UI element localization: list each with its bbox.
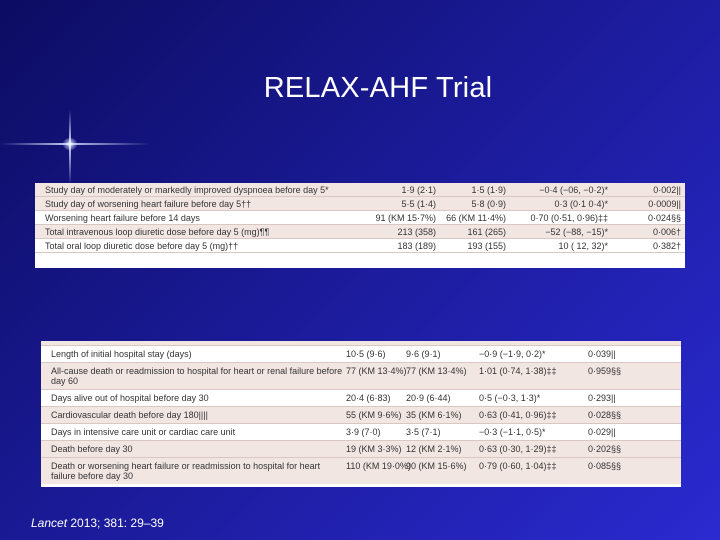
- table-row: [35, 197, 685, 211]
- table-row: [35, 225, 685, 239]
- cell-value: 35 (KM 6·1%): [406, 410, 462, 420]
- cell-value: 0·0009||: [648, 199, 681, 209]
- cell-value: 55 (KM 9·6%): [346, 410, 402, 420]
- cell-value: 1·5 (1·9): [471, 185, 506, 195]
- table-row: [41, 424, 681, 441]
- row-label: Study day of moderately or markedly improved dyspnoea before day 5*: [45, 185, 329, 195]
- cell-value: 0·959§§: [588, 366, 622, 376]
- row-label: Days alive out of hospital before day 30: [51, 393, 209, 403]
- cell-value: 0·70 (0·51, 0·96)‡‡: [530, 213, 608, 223]
- table-row: [35, 183, 685, 197]
- cell-value: 0·006†: [652, 227, 681, 237]
- table-row: [41, 390, 681, 407]
- cell-value: 10·5 (9·6): [346, 349, 386, 359]
- cell-value: 3·5 (7·1): [406, 427, 441, 437]
- citation-reference: 2013; 381: 29–39: [67, 516, 164, 530]
- cell-value: 0·028§§: [588, 410, 622, 420]
- cell-value: 5·8 (0·9): [471, 199, 506, 209]
- cell-value: 12 (KM 2·1%): [406, 444, 462, 454]
- cell-value: 0·029||: [588, 427, 616, 437]
- cell-value: 0·024§§: [647, 213, 681, 223]
- row-label: Cardiovascular death before day 180||||: [51, 410, 208, 420]
- cell-value: 3·9 (7·0): [346, 427, 381, 437]
- row-label: Days in intensive care unit or cardiac care unit: [51, 427, 236, 437]
- cell-value: 66 (KM 11·4%): [446, 213, 506, 223]
- table-row: [41, 346, 681, 363]
- row-label: Total intravenous loop diuretic dose before day 5 (mg)¶¶: [45, 227, 270, 237]
- cell-value: 0·79 (0·60, 1·04)‡‡: [479, 461, 557, 471]
- cell-value: 91 (KM 15·7%): [375, 213, 436, 223]
- citation: [31, 516, 164, 530]
- cell-value: 0·293||: [588, 393, 616, 403]
- results-table-secondary: [41, 341, 681, 487]
- cell-value: 0·382†: [652, 241, 681, 251]
- cell-value: 90 (KM 15·6%): [406, 461, 467, 471]
- slide-title: RELAX-AHF Trial: [263, 72, 493, 104]
- cell-value: 20·9 (6·44): [406, 393, 451, 403]
- row-label: Total oral loop diuretic dose before day 5 (mg)††: [45, 241, 239, 251]
- cell-value: 77 (KM 13·4%): [346, 366, 407, 376]
- cell-value: 161 (265): [467, 227, 506, 237]
- row-label: Worsening heart failure before 14 days: [45, 213, 200, 223]
- table-row: [35, 239, 685, 253]
- cell-value: 9·6 (9·1): [406, 349, 441, 359]
- cell-value: 20·4 (6·83): [346, 393, 391, 403]
- row-label: All-cause death or readmission to hospital for heart or renal failure before day 60: [51, 366, 343, 386]
- table-row: [41, 363, 681, 390]
- citation-journal: Lancet: [31, 516, 68, 530]
- lens-flare-center: [63, 138, 77, 150]
- cell-value: 0·002||: [653, 185, 681, 195]
- cell-value: 213 (358): [397, 227, 436, 237]
- cell-value: 1·9 (2·1): [401, 185, 436, 195]
- results-table-primary: [35, 183, 685, 268]
- cell-value: −0·3 (−1·1, 0·5)*: [479, 427, 546, 437]
- cell-value: 193 (155): [467, 241, 506, 251]
- cell-value: 0·5 (−0·3, 1·3)*: [479, 393, 541, 403]
- cell-value: 0·3 (0·1 0·4)*: [554, 199, 608, 209]
- row-label: Length of initial hospital stay (days): [51, 349, 192, 359]
- row-label: Death before day 30: [51, 444, 133, 454]
- cell-value: 0·039||: [588, 349, 616, 359]
- cell-value: 10 ( 12, 32)*: [558, 241, 608, 251]
- row-label: Study day of worsening heart failure before day 5††: [45, 199, 252, 209]
- cell-value: −52 (−88, −15)*: [545, 227, 608, 237]
- cell-value: 5·5 (1·4): [401, 199, 436, 209]
- cell-value: 183 (189): [397, 241, 436, 251]
- table-row: [41, 441, 681, 458]
- cell-value: −0·9 (−1·9, 0·2)*: [479, 349, 546, 359]
- table-row: [35, 211, 685, 225]
- cell-value: 0·63 (0·41, 0·96)‡‡: [479, 410, 557, 420]
- cell-value: 19 (KM 3·3%): [346, 444, 402, 454]
- cell-value: −0·4 (−06, −0·2)*: [539, 185, 608, 195]
- row-label: Death or worsening heart failure or readmission to hospital for heart failure before day 30: [51, 461, 321, 481]
- cell-value: 0·63 (0·30, 1·29)‡‡: [479, 444, 557, 454]
- cell-value: 110 (KM 19·0%): [346, 461, 411, 471]
- cell-value: 0·085§§: [588, 461, 622, 471]
- table-row: [41, 458, 681, 484]
- cell-value: 1·01 (0·74, 1·38)‡‡: [479, 366, 557, 376]
- cell-value: 0·202§§: [588, 444, 622, 454]
- table-row: [41, 407, 681, 424]
- cell-value: 77 (KM 13·4%): [406, 366, 467, 376]
